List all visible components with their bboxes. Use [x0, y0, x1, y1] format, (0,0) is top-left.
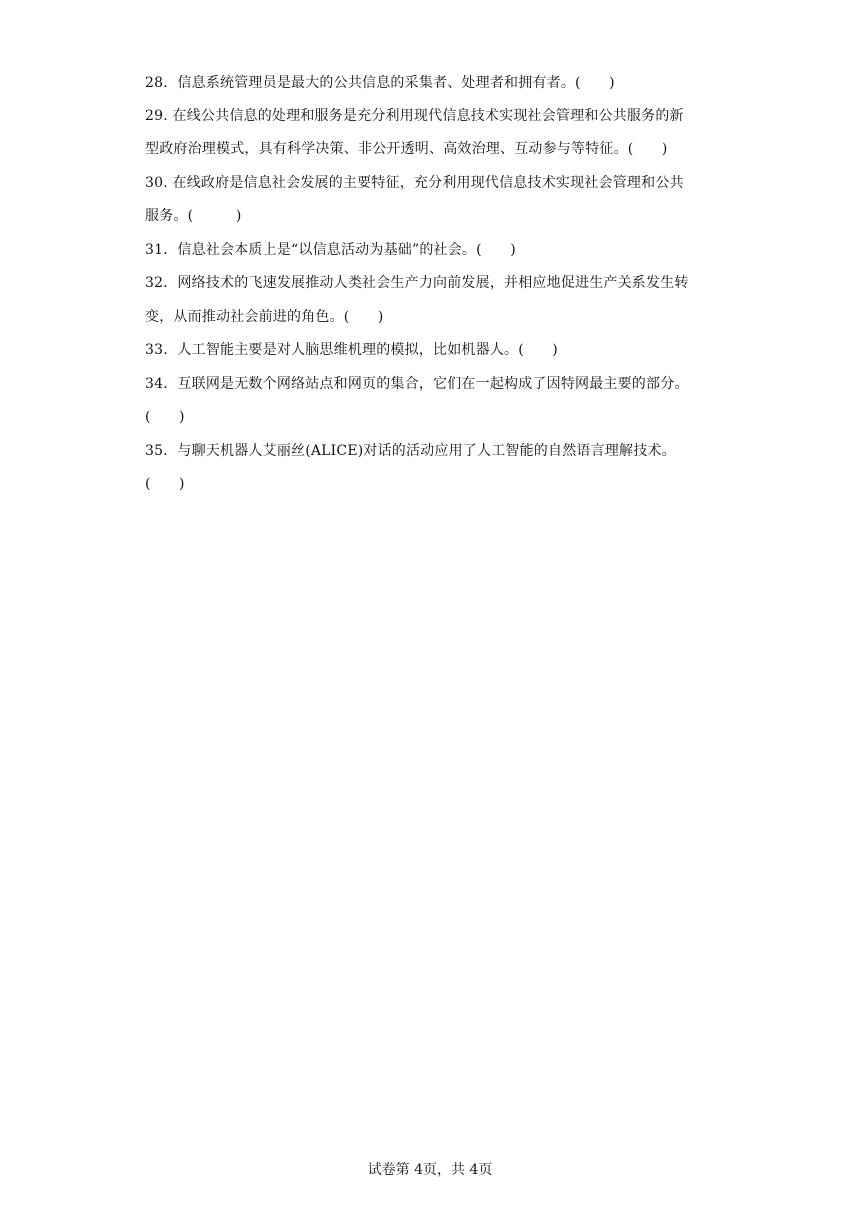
question-34-line-1: 34．互联网是无数个网络站点和网页的集合，它们在一起构成了因特网最主要的部分。: [145, 376, 689, 392]
page-number-footer: 试卷第 4页，共 4页: [367, 1162, 493, 1178]
question-33-line-1: 33．人工智能主要是对人脑思维机理的模拟，比如机器人。( ): [145, 342, 558, 358]
question-30-line-1: 30. 在线政府是信息社会发展的主要特征，充分利用现代信息技术实现社会管理和公共: [145, 175, 684, 191]
question-35-line-1: 35．与聊天机器人艾丽丝(ALICE)对话的活动应用了人工智能的自然语言理解技术。: [145, 443, 676, 459]
question-32-line-1: 32．网络技术的飞速发展推动人类社会生产力向前发展，并相应地促进生产关系发生转: [145, 275, 689, 291]
question-34-line-2: ( ): [145, 409, 185, 425]
question-30-line-2: 服务。( ): [145, 208, 242, 224]
question-35-line-2: ( ): [145, 476, 185, 492]
question-29-line-2: 型政府治理模式，具有科学决策、非公开透明、高效治理、互动参与等特征。( ): [145, 141, 668, 157]
question-31-line-1: 31．信息社会本质上是“以信息活动为基础”的社会。( ): [145, 242, 516, 258]
question-28-line-1: 28．信息系统管理员是最大的公共信息的采集者、处理者和拥有者。( ): [145, 75, 615, 91]
question-29-line-1: 29. 在线公共信息的处理和服务是充分利用现代信息技术实现社会管理和公共服务的新: [145, 108, 684, 124]
question-32-line-2: 变，从而推动社会前进的角色。( ): [145, 309, 384, 325]
